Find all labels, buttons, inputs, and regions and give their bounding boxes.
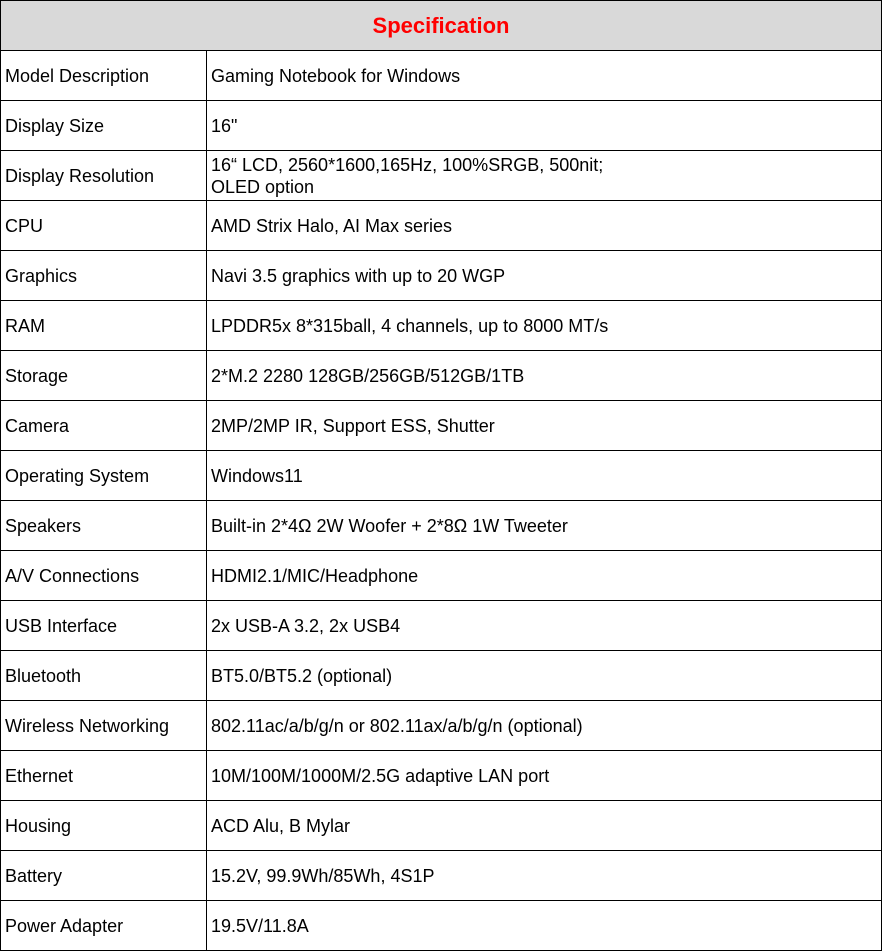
spec-label: Display Size — [1, 101, 207, 151]
spec-value: 16“ LCD, 2560*1600,165Hz, 100%SRGB, 500nit; OLED option — [207, 151, 882, 201]
spec-value: AMD Strix Halo, AI Max series — [207, 201, 882, 251]
table-header-row — [1, 1, 882, 51]
spec-label: Camera — [1, 401, 207, 451]
spec-value: 10M/100M/1000M/2.5G adaptive LAN port — [207, 751, 882, 801]
table-row — [1, 51, 882, 101]
spec-value: 802.11ac/a/b/g/n or 802.11ax/a/b/g/n (optional) — [207, 701, 882, 751]
spec-label: Battery — [1, 851, 207, 901]
spec-value: Windows11 — [207, 451, 882, 501]
spec-value: 16" — [207, 101, 882, 151]
spec-label: Storage — [1, 351, 207, 401]
spec-value: BT5.0/BT5.2 (optional) — [207, 651, 882, 701]
spec-label: CPU — [1, 201, 207, 251]
spec-label: Power Adapter — [1, 901, 207, 951]
table-row — [1, 551, 882, 601]
spec-value: 2MP/2MP IR, Support ESS, Shutter — [207, 401, 882, 451]
table-row — [1, 351, 882, 401]
spec-label: Ethernet — [1, 751, 207, 801]
spec-label: RAM — [1, 301, 207, 351]
spec-value: ACD Alu, B Mylar — [207, 801, 882, 851]
table-row — [1, 701, 882, 751]
spec-label: Display Resolution — [1, 151, 207, 201]
table-row — [1, 201, 882, 251]
spec-label: Housing — [1, 801, 207, 851]
table-row — [1, 601, 882, 651]
spec-label: Graphics — [1, 251, 207, 301]
table-row — [1, 101, 882, 151]
table-row — [1, 251, 882, 301]
table-row — [1, 151, 882, 201]
spec-label: Bluetooth — [1, 651, 207, 701]
spec-label: USB Interface — [1, 601, 207, 651]
table-row — [1, 401, 882, 451]
spec-value: 15.2V, 99.9Wh/85Wh, 4S1P — [207, 851, 882, 901]
spec-value: 2x USB-A 3.2, 2x USB4 — [207, 601, 882, 651]
table-row — [1, 751, 882, 801]
spec-value: HDMI2.1/MIC/Headphone — [207, 551, 882, 601]
table-row — [1, 301, 882, 351]
spec-label: Operating System — [1, 451, 207, 501]
table-title: Specification — [1, 1, 882, 51]
spec-label: A/V Connections — [1, 551, 207, 601]
spec-value: Gaming Notebook for Windows — [207, 51, 882, 101]
spec-value: Navi 3.5 graphics with up to 20 WGP — [207, 251, 882, 301]
table-row — [1, 901, 882, 951]
specification-table-body — [1, 1, 882, 951]
spec-value: 19.5V/11.8A — [207, 901, 882, 951]
spec-value: Built-in 2*4Ω 2W Woofer + 2*8Ω 1W Tweeter — [207, 501, 882, 551]
spec-label: Wireless Networking — [1, 701, 207, 751]
table-row — [1, 851, 882, 901]
spec-value: 2*M.2 2280 128GB/256GB/512GB/1TB — [207, 351, 882, 401]
table-row — [1, 501, 882, 551]
table-row — [1, 801, 882, 851]
table-row — [1, 451, 882, 501]
spec-label: Model Description — [1, 51, 207, 101]
spec-label: Speakers — [1, 501, 207, 551]
spec-value: LPDDR5x 8*315ball, 4 channels, up to 8000 MT/s — [207, 301, 882, 351]
table-row — [1, 651, 882, 701]
